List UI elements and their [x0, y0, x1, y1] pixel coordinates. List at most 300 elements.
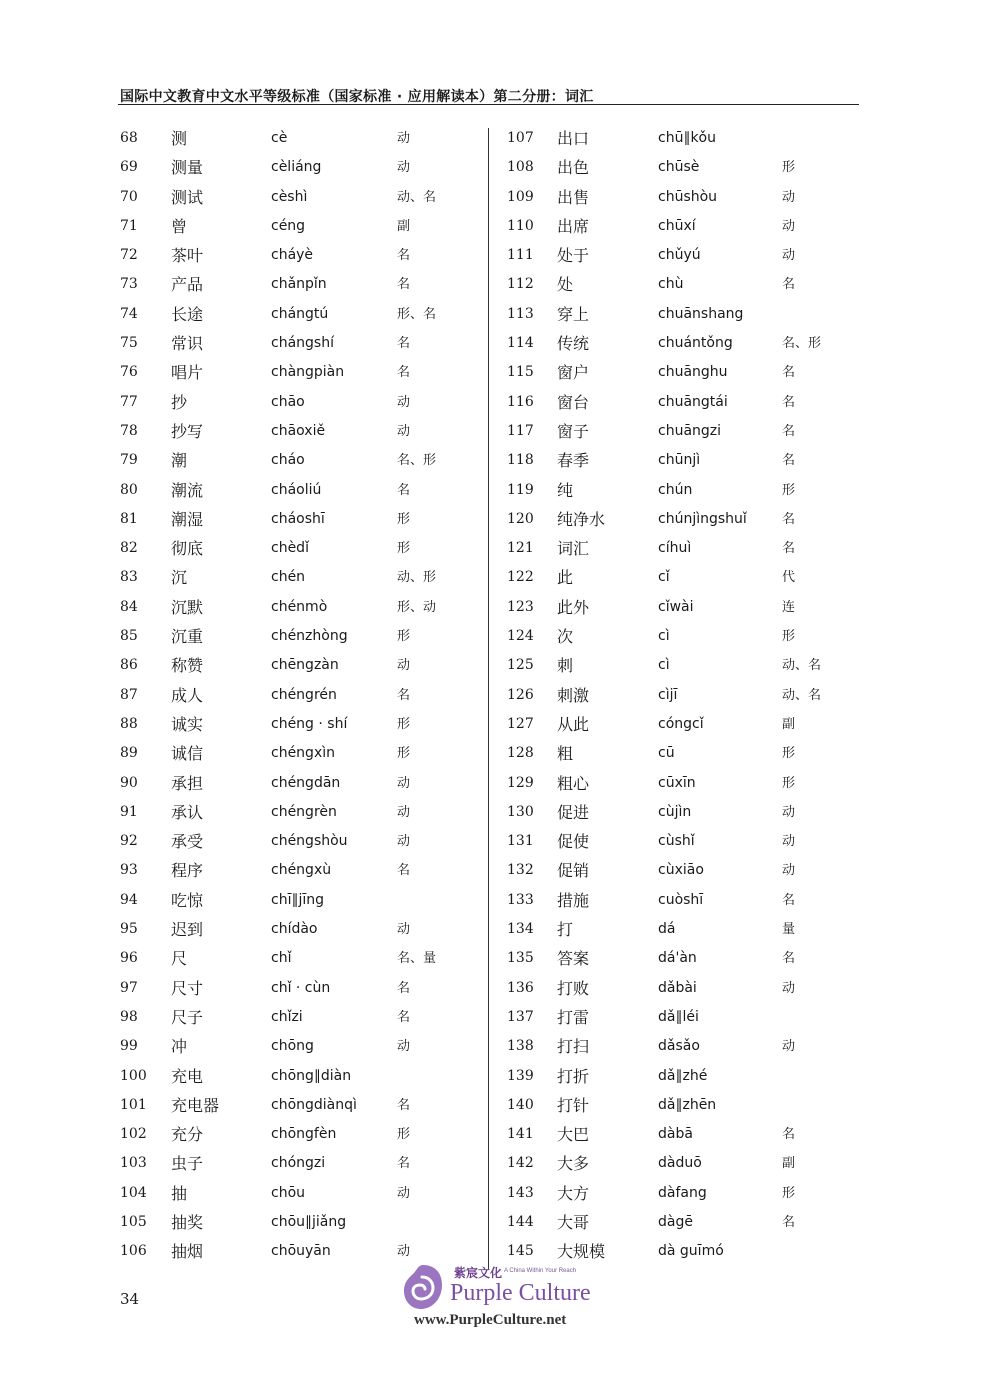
entry-part-of-speech: 形: [782, 775, 796, 791]
entry-number: 142: [507, 1155, 534, 1172]
entry-number: 79: [120, 452, 138, 469]
entry-word: 刺激: [557, 685, 590, 705]
entry-pinyin: dǎ∥zhé: [658, 1067, 708, 1084]
entry-pinyin: dàduō: [658, 1155, 702, 1172]
entry-part-of-speech: 名: [397, 980, 411, 996]
entry-word: 打: [557, 920, 574, 940]
entry-number: 68: [120, 130, 138, 146]
entry-number: 126: [507, 686, 534, 703]
entry-part-of-speech: 动: [397, 131, 411, 146]
entry-word: 出席: [557, 216, 590, 236]
entry-pinyin: chún: [658, 481, 693, 498]
entry-number: 90: [120, 774, 138, 791]
entry-pinyin: cū: [658, 745, 675, 762]
watermark: [400, 1262, 640, 1342]
entry-pinyin: chūshòu: [658, 188, 718, 205]
entry-part-of-speech: 名: [397, 1156, 411, 1172]
entry-word: 大多: [557, 1154, 590, 1174]
entry-number: 128: [507, 745, 534, 762]
entry-pinyin: chōngfèn: [271, 1126, 337, 1143]
entry-pinyin: cǐwài: [658, 598, 694, 615]
entry-pinyin: chídào: [271, 921, 318, 938]
entry-part-of-speech: 形: [397, 746, 411, 762]
entry-number: 134: [507, 921, 534, 938]
entry-word: 承受: [171, 832, 204, 852]
entry-pinyin: dǎ∥léi: [658, 1008, 699, 1025]
entry-word: 纯净水: [557, 509, 606, 529]
entry-word: 促销: [557, 861, 590, 881]
purple-culture-logo-icon: [402, 1263, 444, 1311]
entry-word: 出口: [557, 129, 590, 148]
entry-word: 虫子: [171, 1154, 204, 1174]
entry-number: 137: [507, 1008, 534, 1025]
entry-word: 彻底: [171, 539, 204, 559]
entry-word: 刺: [557, 656, 574, 676]
entry-pinyin: chù: [658, 276, 684, 293]
entry-pinyin: chūnjì: [658, 452, 701, 469]
entry-number: 104: [120, 1184, 147, 1201]
entry-pinyin: dǎ∥zhēn: [658, 1096, 717, 1113]
entry-word: 抄写: [171, 421, 204, 441]
entry-word: 称赞: [171, 656, 204, 676]
entry-number: 82: [120, 540, 138, 557]
entry-number: 124: [507, 628, 534, 645]
entry-number: 109: [507, 188, 534, 205]
entry-pinyin: chuāngtái: [658, 393, 728, 410]
entry-part-of-speech: 动、形: [397, 570, 437, 586]
entry-part-of-speech: 动: [782, 980, 796, 996]
entry-word: 吃惊: [171, 890, 204, 910]
entry-part-of-speech: 形、动: [397, 599, 437, 615]
column-divider: [488, 128, 489, 1270]
page-number: 34: [120, 1290, 140, 1308]
entry-word: 从此: [557, 714, 590, 734]
entry-number: 69: [120, 159, 138, 176]
entry-pinyin: cì: [658, 657, 670, 674]
entry-pinyin: cèliáng: [271, 159, 322, 176]
entry-pinyin: chuānghu: [658, 364, 728, 381]
entry-part-of-speech: 名: [782, 277, 796, 293]
entry-number: 105: [120, 1213, 147, 1230]
entry-part-of-speech: 名: [782, 541, 796, 557]
entry-pinyin: chèdǐ: [271, 540, 309, 557]
entry-pinyin: cháo: [271, 452, 305, 469]
entry-number: 121: [507, 540, 534, 557]
entry-word: 此: [557, 568, 574, 588]
entry-pinyin: chángtú: [271, 305, 329, 322]
entry-word: 潮湿: [171, 509, 204, 529]
entry-part-of-speech: 名: [397, 863, 411, 879]
entry-word: 测试: [171, 187, 204, 207]
entry-word: 答案: [557, 949, 590, 969]
entry-part-of-speech: 副: [782, 1156, 796, 1172]
entry-part-of-speech: 动: [397, 804, 411, 820]
entry-word: 茶叶: [171, 246, 204, 266]
entry-number: 111: [507, 247, 534, 264]
entry-word: 沉默: [171, 597, 204, 617]
entry-pinyin: dàgē: [658, 1213, 693, 1230]
entry-word: 测: [171, 129, 188, 148]
entry-part-of-speech: 动: [782, 1039, 796, 1055]
entry-number: 81: [120, 510, 138, 527]
entry-word: 沉: [171, 568, 188, 588]
entry-word: 潮: [171, 451, 188, 471]
entry-word: 大方: [557, 1183, 590, 1203]
entry-pinyin: chūxí: [658, 217, 696, 234]
entry-number: 100: [120, 1067, 147, 1084]
entry-pinyin: dà guīmó: [658, 1243, 724, 1260]
entry-word: 打折: [557, 1066, 590, 1086]
entry-pinyin: chéngrén: [271, 686, 337, 703]
entry-pinyin: chénmò: [271, 598, 328, 615]
entry-part-of-speech: 名: [782, 1127, 796, 1143]
entry-pinyin: chǎnpǐn: [271, 276, 327, 293]
entry-part-of-speech: 动: [782, 834, 796, 850]
entry-number: 127: [507, 715, 534, 732]
entry-part-of-speech: 代: [782, 570, 796, 586]
entry-number: 87: [120, 686, 138, 703]
entry-pinyin: cháoshī: [271, 510, 325, 527]
entry-number: 77: [120, 393, 138, 410]
entry-word: 促使: [557, 832, 590, 852]
entry-part-of-speech: 名: [782, 511, 796, 527]
entry-part-of-speech: 名: [782, 394, 796, 410]
entry-part-of-speech: 名: [397, 336, 411, 352]
entry-word: 沉重: [171, 627, 204, 647]
entry-word: 潮流: [171, 480, 204, 500]
entry-word: 处: [557, 275, 574, 295]
entry-part-of-speech: 动: [782, 248, 796, 264]
entry-word: 长途: [171, 304, 204, 324]
watermark-url: www.PurpleCulture.net: [414, 1312, 567, 1328]
entry-pinyin: céng: [271, 217, 306, 234]
entry-word: 充电器: [171, 1095, 220, 1115]
entry-word: 窗户: [557, 363, 590, 383]
entry-part-of-speech: 形: [782, 746, 796, 762]
entry-word: 促进: [557, 802, 590, 822]
entry-number: 130: [507, 803, 534, 820]
entry-number: 95: [120, 921, 138, 938]
entry-pinyin: cùshǐ: [658, 833, 695, 850]
entry-part-of-speech: 动、名: [782, 658, 822, 674]
entry-pinyin: chéngshòu: [271, 833, 348, 850]
watermark-brand: Purple Culture: [450, 1280, 591, 1306]
entry-part-of-speech: 动: [397, 775, 411, 791]
entry-part-of-speech: 名: [397, 365, 411, 381]
entry-word: 尺子: [171, 1007, 204, 1027]
entry-number: 119: [507, 481, 534, 498]
entry-pinyin: chāoxiě: [271, 422, 326, 439]
entry-number: 103: [120, 1155, 147, 1172]
entry-word: 窗台: [557, 392, 590, 412]
entry-part-of-speech: 名: [782, 951, 796, 967]
entry-number: 141: [507, 1126, 534, 1143]
entry-number: 139: [507, 1067, 534, 1084]
entry-pinyin: chàngpiàn: [271, 364, 345, 381]
entry-number: 122: [507, 569, 534, 586]
entry-pinyin: chōng∥diàn: [271, 1067, 352, 1084]
entry-word: 窗子: [557, 421, 590, 441]
entry-part-of-speech: 形: [782, 629, 796, 645]
entry-pinyin: dá: [658, 921, 676, 938]
entry-part-of-speech: 名、量: [397, 951, 437, 967]
entry-part-of-speech: 名: [397, 482, 411, 498]
entry-word: 打针: [557, 1095, 590, 1115]
entry-pinyin: chéngxìn: [271, 745, 335, 762]
entry-word: 词汇: [557, 539, 590, 559]
entry-pinyin: chōngdiànqì: [271, 1096, 357, 1113]
entry-word: 诚信: [171, 744, 204, 764]
entry-part-of-speech: 动: [782, 189, 796, 205]
entry-pinyin: chōu∥jiǎng: [271, 1213, 347, 1230]
entry-pinyin: dàbā: [658, 1126, 693, 1143]
entry-number: 138: [507, 1038, 534, 1055]
entry-number: 96: [120, 950, 138, 967]
entry-number: 117: [507, 422, 534, 439]
entry-part-of-speech: 动: [397, 1039, 411, 1055]
entry-pinyin: chúnjìngshuǐ: [658, 510, 747, 527]
entry-number: 94: [120, 891, 138, 908]
entry-number: 85: [120, 628, 138, 645]
entry-pinyin: cùxiāo: [658, 862, 704, 879]
entry-pinyin: chǔyú: [658, 247, 701, 264]
entry-part-of-speech: 动: [397, 1185, 411, 1201]
entry-number: 83: [120, 569, 138, 586]
entry-number: 143: [507, 1184, 534, 1201]
entry-pinyin: chōu: [271, 1184, 306, 1201]
entry-number: 115: [507, 364, 534, 381]
entry-word: 抽烟: [171, 1242, 204, 1262]
entry-pinyin: chuānshang: [658, 305, 744, 322]
entry-number: 135: [507, 950, 534, 967]
entry-number: 86: [120, 657, 138, 674]
entry-pinyin: chéngdān: [271, 774, 341, 791]
entry-pinyin: dàfang: [658, 1184, 707, 1201]
entry-word: 尺: [171, 949, 188, 969]
entry-number: 114: [507, 335, 534, 352]
entry-part-of-speech: 名: [397, 277, 411, 293]
entry-word: 出色: [557, 158, 590, 178]
entry-word: 打扫: [557, 1037, 590, 1057]
entry-part-of-speech: 名: [782, 453, 796, 469]
entry-pinyin: chī∥jīng: [271, 891, 324, 908]
entry-word: 迟到: [171, 920, 204, 940]
entry-number: 97: [120, 979, 138, 996]
entry-pinyin: chénzhòng: [271, 628, 348, 645]
running-header: 国际中文教育中文水平等级标准（国家标准 · 应用解读本）第二分册：词汇: [120, 89, 594, 105]
entry-number: 78: [120, 422, 138, 439]
entry-number: 132: [507, 862, 534, 879]
entry-pinyin: dǎbài: [658, 979, 697, 996]
entry-part-of-speech: 名: [782, 423, 796, 439]
entry-part-of-speech: 动: [397, 658, 411, 674]
entry-number: 88: [120, 715, 138, 732]
entry-part-of-speech: 形: [782, 1185, 796, 1201]
watermark-chinese: 紫宸文化: [454, 1266, 503, 1280]
header-rule: [118, 104, 859, 105]
entry-word: 尺寸: [171, 978, 204, 998]
entry-pinyin: cìjī: [658, 686, 678, 703]
entry-pinyin: cháoliú: [271, 481, 322, 498]
entry-number: 91: [120, 803, 138, 820]
entry-word: 打雷: [557, 1007, 590, 1027]
entry-word: 曾: [171, 216, 188, 236]
entry-number: 73: [120, 276, 138, 293]
entry-number: 98: [120, 1008, 138, 1025]
entry-part-of-speech: 名、形: [782, 336, 822, 352]
entry-word: 诚实: [171, 714, 204, 734]
entry-number: 72: [120, 247, 138, 264]
entry-pinyin: cóngcǐ: [658, 715, 704, 732]
entry-pinyin: dá'àn: [658, 950, 697, 967]
entry-part-of-speech: 形: [397, 629, 411, 645]
entry-number: 101: [120, 1096, 147, 1113]
entry-number: 70: [120, 188, 138, 205]
entry-pinyin: chūsè: [658, 159, 700, 176]
entry-word: 承认: [171, 802, 204, 822]
entry-part-of-speech: 量: [782, 922, 796, 938]
entry-part-of-speech: 动: [397, 160, 411, 176]
entry-word: 承担: [171, 773, 204, 793]
entry-part-of-speech: 动: [397, 1244, 411, 1260]
entry-pinyin: chéngrèn: [271, 803, 337, 820]
entry-pinyin: chēngzàn: [271, 657, 339, 674]
entry-word: 唱片: [171, 363, 204, 383]
entry-pinyin: chǐzi: [271, 1008, 303, 1025]
entry-word: 产品: [171, 275, 204, 295]
entry-part-of-speech: 名: [782, 892, 796, 908]
entry-pinyin: cháyè: [271, 247, 314, 264]
entry-pinyin: cǐ: [658, 569, 670, 586]
entry-pinyin: chuāngzi: [658, 422, 722, 439]
entry-pinyin: cèshì: [271, 188, 308, 205]
entry-number: 120: [507, 510, 534, 527]
entry-number: 133: [507, 891, 534, 908]
entry-part-of-speech: 名: [782, 1214, 796, 1230]
entry-number: 102: [120, 1126, 147, 1143]
entry-part-of-speech: 副: [782, 716, 796, 732]
entry-number: 76: [120, 364, 138, 381]
entry-number: 145: [507, 1243, 534, 1260]
entry-number: 123: [507, 598, 534, 615]
entry-word: 粗心: [557, 773, 590, 793]
entry-number: 136: [507, 979, 534, 996]
entry-part-of-speech: 动: [782, 804, 796, 820]
entry-pinyin: chōuyān: [271, 1243, 331, 1260]
entry-word: 粗: [557, 744, 574, 764]
entry-part-of-speech: 副: [397, 218, 411, 234]
entry-number: 108: [507, 159, 534, 176]
entry-word: 大规模: [557, 1242, 606, 1262]
entry-number: 80: [120, 481, 138, 498]
entry-part-of-speech: 名: [397, 248, 411, 264]
entry-part-of-speech: 形: [397, 511, 411, 527]
entry-word: 此外: [557, 597, 590, 617]
entry-word: 冲: [171, 1037, 188, 1057]
entry-number: 74: [120, 305, 138, 322]
entry-part-of-speech: 动、名: [782, 687, 822, 703]
entry-number: 125: [507, 657, 534, 674]
entry-word: 次: [557, 627, 574, 647]
entry-part-of-speech: 形: [782, 482, 796, 498]
entry-number: 75: [120, 335, 138, 352]
entry-pinyin: chóngzi: [271, 1155, 326, 1172]
entry-number: 131: [507, 833, 534, 850]
entry-word: 充分: [171, 1125, 204, 1145]
entry-part-of-speech: 形: [397, 541, 411, 557]
entry-pinyin: cùjìn: [658, 803, 692, 820]
entry-pinyin: chángshí: [271, 335, 334, 352]
entry-number: 107: [507, 130, 534, 146]
entry-word: 传统: [557, 334, 590, 354]
entry-number: 144: [507, 1213, 534, 1230]
entry-number: 118: [507, 452, 534, 469]
entry-pinyin: cíhuì: [658, 540, 692, 557]
entry-pinyin: chuántǒng: [658, 335, 733, 352]
entry-part-of-speech: 连: [782, 599, 796, 615]
entry-word: 充电: [171, 1066, 204, 1086]
entry-number: 140: [507, 1096, 534, 1113]
entry-pinyin: cì: [658, 628, 670, 645]
entry-word: 出售: [557, 187, 590, 207]
entry-pinyin: chén: [271, 569, 306, 586]
entry-number: 110: [507, 217, 534, 234]
entry-pinyin: chǐ · cùn: [271, 979, 331, 996]
entry-word: 测量: [171, 158, 204, 178]
entry-part-of-speech: 动: [782, 218, 796, 234]
entry-pinyin: chéng · shí: [271, 715, 348, 732]
entry-number: 116: [507, 393, 534, 410]
entry-part-of-speech: 名: [782, 365, 796, 381]
entry-pinyin: chǐ: [271, 950, 292, 967]
entry-part-of-speech: 动: [397, 423, 411, 439]
entry-pinyin: cè: [271, 130, 288, 146]
entry-word: 打败: [557, 978, 590, 998]
entry-word: 春季: [557, 451, 590, 471]
entry-part-of-speech: 名: [397, 687, 411, 703]
entry-part-of-speech: 动: [397, 394, 411, 410]
entry-pinyin: chéngxù: [271, 862, 332, 879]
entry-number: 92: [120, 833, 138, 850]
entry-word: 处于: [557, 246, 590, 266]
entry-number: 106: [120, 1243, 147, 1260]
entry-pinyin: cūxīn: [658, 774, 696, 791]
entry-number: 84: [120, 598, 138, 615]
entry-part-of-speech: 名: [397, 1097, 411, 1113]
entry-pinyin: dǎsǎo: [658, 1038, 700, 1055]
entry-word: 常识: [171, 334, 204, 354]
entry-word: 抽: [171, 1183, 188, 1203]
entry-word: 抄: [171, 392, 188, 412]
entry-word: 大哥: [557, 1212, 590, 1232]
entry-number: 89: [120, 745, 138, 762]
entry-part-of-speech: 形: [397, 716, 411, 732]
entry-part-of-speech: 名、形: [397, 453, 437, 469]
entry-number: 113: [507, 305, 534, 322]
entry-part-of-speech: 形: [782, 160, 796, 176]
entry-part-of-speech: 名: [397, 1009, 411, 1025]
entry-part-of-speech: 动: [782, 863, 796, 879]
entry-word: 大巴: [557, 1125, 590, 1145]
entry-word: 抽奖: [171, 1212, 204, 1232]
entry-pinyin: chāo: [271, 393, 305, 410]
entry-pinyin: cuòshī: [658, 891, 704, 908]
entry-number: 71: [120, 217, 138, 234]
entry-word: 纯: [557, 480, 574, 500]
entry-pinyin: chōng: [271, 1038, 314, 1055]
entry-number: 99: [120, 1038, 138, 1055]
entry-part-of-speech: 动、名: [397, 189, 437, 205]
